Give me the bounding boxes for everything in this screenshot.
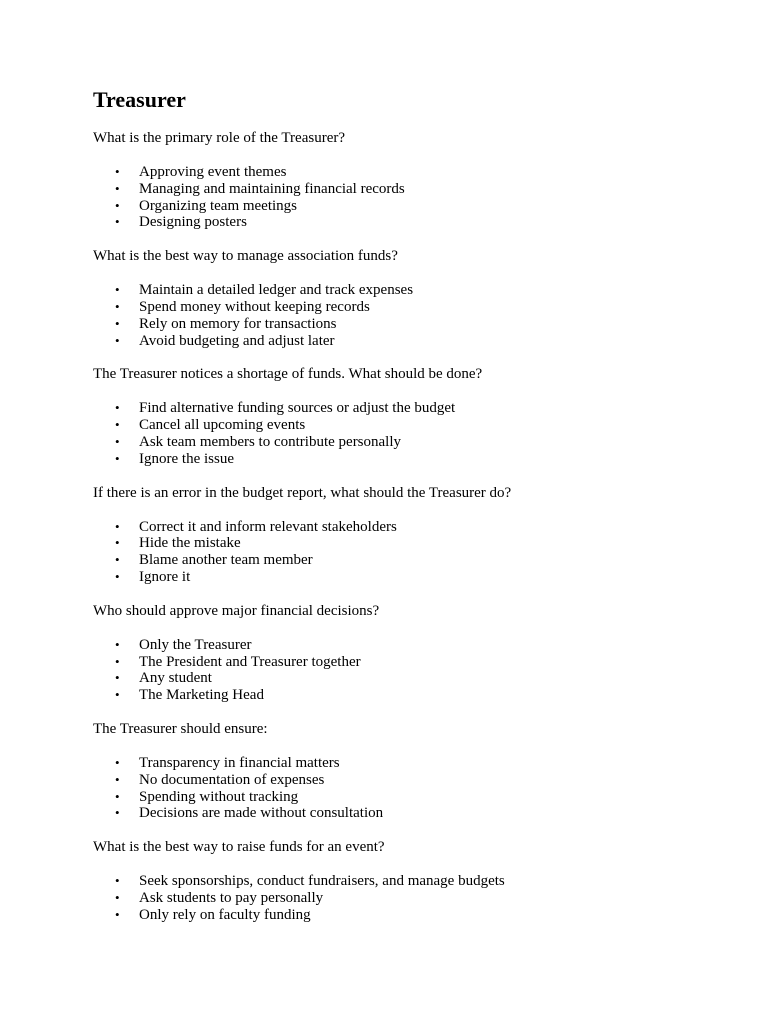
list-item bbox=[93, 451, 733, 468]
question-list bbox=[93, 130, 733, 924]
bullet-icon: • bbox=[115, 450, 120, 466]
list-item bbox=[93, 772, 733, 789]
list-item bbox=[93, 789, 733, 806]
page-title: Treasurer bbox=[93, 87, 186, 112]
option-list bbox=[93, 519, 733, 586]
option-text: Ignore it bbox=[139, 568, 191, 585]
question-text: Who should approve major financial decisions? bbox=[93, 602, 380, 619]
option-text: The President and Treasurer together bbox=[139, 653, 361, 670]
option-text: Maintain a detailed ledger and track expenses bbox=[139, 282, 414, 299]
option-text: Transparency in financial matters bbox=[139, 754, 340, 771]
bullet-icon: • bbox=[115, 417, 120, 433]
option-list bbox=[93, 755, 733, 822]
bullet-icon: • bbox=[115, 400, 120, 416]
bullet-icon: • bbox=[115, 670, 120, 686]
bullet-icon: • bbox=[115, 788, 120, 804]
option-text: Approving event themes bbox=[139, 164, 287, 180]
option-text: Any student bbox=[139, 670, 212, 687]
option-list bbox=[93, 164, 733, 231]
question-text: If there is an error in the budget report, what should the Treasurer do? bbox=[93, 484, 512, 501]
list-item bbox=[93, 198, 733, 215]
bullet-icon: • bbox=[115, 197, 120, 213]
question-section bbox=[93, 839, 733, 923]
bullet-icon: • bbox=[115, 282, 120, 298]
list-item bbox=[93, 670, 733, 687]
document-page bbox=[93, 86, 733, 924]
bullet-icon: • bbox=[115, 552, 120, 568]
question-text: What is the primary role of the Treasurer? bbox=[93, 130, 346, 146]
option-text: Organizing team meetings bbox=[139, 197, 298, 214]
bullet-icon: • bbox=[115, 889, 120, 905]
bullet-icon: • bbox=[115, 687, 120, 703]
question-section bbox=[93, 721, 733, 822]
bullet-icon: • bbox=[115, 535, 120, 551]
bullet-icon: • bbox=[115, 518, 120, 534]
bullet-icon: • bbox=[115, 805, 120, 821]
question-text: The Treasurer should ensure: bbox=[93, 720, 268, 737]
list-item bbox=[93, 400, 733, 417]
question-section bbox=[93, 485, 733, 586]
list-item bbox=[93, 873, 733, 890]
option-text: Ask team members to contribute personally bbox=[139, 433, 402, 450]
option-text: Cancel all upcoming events bbox=[139, 417, 306, 434]
list-item bbox=[93, 434, 733, 451]
option-text: Only rely on faculty funding bbox=[139, 906, 311, 923]
question-text: The Treasurer notices a shortage of funds. What should be done? bbox=[93, 366, 483, 383]
option-text: Seek sponsorships, conduct fundraisers, and manage budgets bbox=[139, 873, 505, 890]
bullet-icon: • bbox=[115, 873, 120, 889]
list-item bbox=[93, 805, 733, 822]
list-item bbox=[93, 552, 733, 569]
list-item bbox=[93, 907, 733, 924]
list-item bbox=[93, 519, 733, 536]
list-item bbox=[93, 316, 733, 333]
option-text: Hide the mistake bbox=[139, 535, 241, 552]
bullet-icon: • bbox=[115, 164, 120, 179]
list-item bbox=[93, 299, 733, 316]
question-section bbox=[93, 366, 733, 467]
option-text: Spending without tracking bbox=[139, 788, 299, 805]
option-text: Only the Treasurer bbox=[139, 636, 252, 653]
option-text: Ignore the issue bbox=[139, 450, 234, 467]
option-text: Spend money without keeping records bbox=[139, 298, 370, 315]
list-item bbox=[93, 637, 733, 654]
bullet-icon: • bbox=[115, 771, 120, 787]
option-text: The Marketing Head bbox=[139, 687, 264, 704]
option-text: Decisions are made without consultation bbox=[139, 805, 384, 822]
question-section bbox=[93, 248, 733, 349]
bullet-icon: • bbox=[115, 906, 120, 922]
question-section bbox=[93, 130, 733, 231]
option-text: Managing and maintaining financial records bbox=[139, 180, 405, 197]
option-list bbox=[93, 400, 733, 467]
option-text: Avoid budgeting and adjust later bbox=[139, 332, 335, 349]
bullet-icon: • bbox=[115, 214, 120, 230]
list-item bbox=[93, 890, 733, 907]
option-text: Rely on memory for transactions bbox=[139, 315, 337, 332]
bullet-icon: • bbox=[115, 568, 120, 584]
option-text: Correct it and inform relevant stakeholders bbox=[139, 518, 397, 535]
list-item bbox=[93, 282, 733, 299]
bullet-icon: • bbox=[115, 180, 120, 196]
option-text: Find alternative funding sources or adjust the budget bbox=[139, 400, 456, 417]
option-list bbox=[93, 637, 733, 704]
list-item bbox=[93, 654, 733, 671]
bullet-icon: • bbox=[115, 332, 120, 348]
list-item bbox=[93, 535, 733, 552]
list-item bbox=[93, 569, 733, 586]
question-text: What is the best way to raise funds for an event? bbox=[93, 839, 385, 856]
option-text: Designing posters bbox=[139, 214, 247, 231]
bullet-icon: • bbox=[115, 433, 120, 449]
list-item bbox=[93, 181, 733, 198]
option-text: Ask students to pay personally bbox=[139, 889, 324, 906]
bullet-icon: • bbox=[115, 636, 120, 652]
bullet-icon: • bbox=[115, 653, 120, 669]
list-item bbox=[93, 687, 733, 704]
question-text: What is the best way to manage association funds? bbox=[93, 248, 398, 265]
list-item bbox=[93, 417, 733, 434]
option-text: Blame another team member bbox=[139, 552, 313, 569]
question-section bbox=[93, 603, 733, 704]
option-list bbox=[93, 873, 733, 923]
option-list bbox=[93, 282, 733, 349]
bullet-icon: • bbox=[115, 754, 120, 770]
list-item bbox=[93, 164, 733, 181]
list-item bbox=[93, 214, 733, 231]
list-item bbox=[93, 755, 733, 772]
option-text: No documentation of expenses bbox=[139, 771, 325, 788]
list-item bbox=[93, 333, 733, 350]
bullet-icon: • bbox=[115, 298, 120, 314]
bullet-icon: • bbox=[115, 315, 120, 331]
